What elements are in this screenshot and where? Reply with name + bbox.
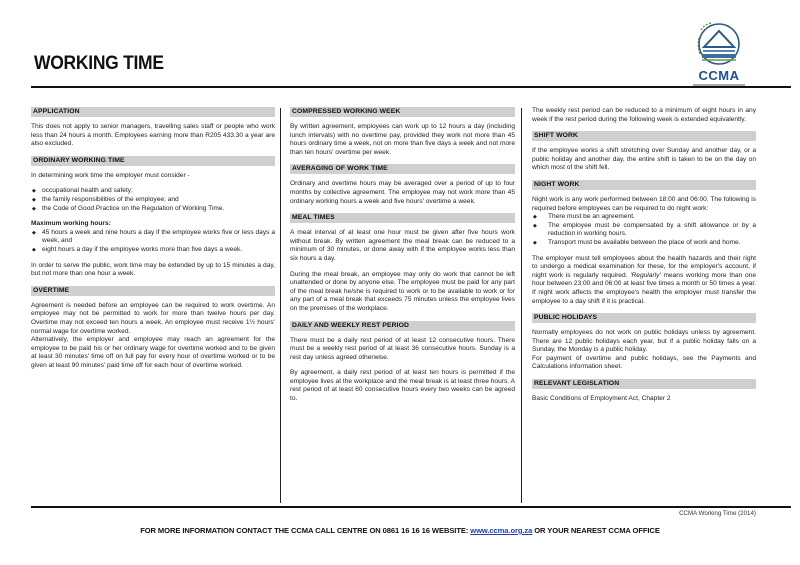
- section-heading: MEAL TIMES: [290, 213, 515, 223]
- section-text: During the meal break, an employee may only do work that cannot be left unattended or done by anyone else. The employee must be paid for any part of the meal break he/she is required to work or to be available to work or for any part of a meal break that exceeds 75 minutes unless the employee lives on the premises of the workplace.: [290, 270, 515, 312]
- document-reference: CCMA Working Time (2014): [679, 510, 756, 517]
- section-text: Ordinary and overtime hours may be averaged over a period of up to four months by collective agreement. The employee may not work more than 45 ordinary working hours a week and five hours' overtime a week.: [290, 180, 515, 205]
- ccma-emblem-icon: [691, 20, 747, 70]
- list-item: ◆ the Code of Good Practice on the Regulation of Working Time.: [31, 205, 275, 214]
- section-text: By written agreement, employees can work up to 12 hours a day (including lunch intervals) with no overtime pay, provided they work not more than 45 hours ordinary time a week, not on more than five days a week and not more than ten hours' overtime per week.: [290, 123, 515, 156]
- page-title: WORKING TIME: [34, 53, 164, 74]
- section-text: Alternatively, the employer and employee may reach an agreement for the employee to be paid his or her ordinary wage for overtime worked and to be given at least 30 minutes' time off on full pay for every hour of overtime worked or to be given at least 90 minutes' paid time off for each hour of overtime worked.: [31, 336, 275, 369]
- section-text: There must be a daily rest period of at least 12 consecutive hours. There must be a weekly rest period of at least 36 consecutive hours. Sunday is a rest day unless agreed otherwise.: [290, 336, 515, 361]
- list-item: ◆ eight hours a day if the employee works more than five days a week.: [31, 246, 275, 255]
- subheading-maximum-hours: Maximum working hours:: [31, 220, 111, 228]
- contact-suffix: OR YOUR NEAREST CCMA OFFICE: [532, 526, 660, 535]
- section-text: The weekly rest period can be reduced to a minimum of eight hours in any week if the rest period during the following week is extended equivalently.: [532, 107, 756, 123]
- list-item: ◆ The employee must be compensated by a shift allowance or by a reduction in working hours.: [532, 222, 756, 239]
- section-text: Agreement is needed before an employee can be required to work overtime. An employee may not be permitted to work for more than twelve hours per day. Overtime may not exceed ten hours a week. An employee must receive 1½ hours' normal wage for overtime worked.: [31, 301, 275, 335]
- section-text: Basic Conditions of Employment Act, Chapter 2: [532, 395, 671, 403]
- section-rest-period: [290, 321, 515, 404]
- section-heading: OVERTIME: [31, 286, 275, 296]
- section-text: Normally employees do not work on public holidays unless by agreement. There are 12 public holidays each year, but if a public holiday falls on a Sunday, the Monday is a public holiday.: [532, 329, 756, 354]
- list-item: ◆ occupational health and safety;: [31, 187, 275, 196]
- logo-text: CCMA: [698, 68, 740, 83]
- section-compressed-working-week: [290, 107, 515, 157]
- list-item: ◆ 45 hours a week and nine hours a day if the employee works five or less days a week, and: [31, 229, 275, 246]
- footer-rule: [31, 506, 791, 508]
- list-item: ◆ the family responsibilities of the employee; and: [31, 196, 275, 205]
- column-divider: [521, 108, 522, 503]
- section-heading: RELEVANT LEGISLATION: [532, 379, 756, 389]
- section-text: By agreement, a daily rest period of at least ten hours is permitted if the employee lives at the workplace and the meal break is at least three hours. A rest period of at least 60 consecutive hours every two weeks can be agreed to.: [290, 369, 515, 403]
- section-averaging-work-time: [290, 164, 515, 206]
- section-text: In order to serve the public, work time may be extended by up to 15 minutes a day, but not more than one hour a week.: [31, 261, 275, 278]
- contact-line: [0, 526, 800, 535]
- column-1: [31, 107, 275, 377]
- section-text: In determining work time the employer must consider -: [31, 171, 190, 179]
- section-night-work: [532, 180, 756, 306]
- section-heading: PUBLIC HOLIDAYS: [532, 313, 756, 323]
- section-text: [532, 255, 756, 307]
- section-text: A meal interval of at least one hour must be given after five hours work without break. By written agreement the meal break can be reduced to a minimum of 30 minutes, or done away with if the employee works less than six hours a day.: [290, 229, 515, 262]
- section-heading: NIGHT WORK: [532, 180, 756, 190]
- column-divider: [280, 108, 281, 503]
- column-3: [532, 107, 756, 411]
- section-meal-times: [290, 213, 515, 313]
- considerations-list: [31, 187, 275, 213]
- text-part: means working more than one hour between 23:00 and 06:00 at least five times a month or 50 times a year. If night work affects the employee's health the employer must transfer the employee to a day shift if it is practical.: [532, 271, 757, 305]
- section-ordinary-working-time: [31, 156, 275, 279]
- section-heading: COMPRESSED WORKING WEEK: [290, 107, 515, 117]
- section-text: If the employee works a shift stretching over Sunday and another day, or a public holiday and another day, the entire shift is taken to be on the day on which most of the shift fell.: [532, 147, 756, 172]
- text-part: The employer must tell employees about the health hazards and their right to undergo a medical examination for these, for the employer's account, if night work is regularly required.: [532, 254, 756, 279]
- header-rule: [31, 86, 791, 88]
- section-relevant-legislation: [532, 379, 756, 404]
- contact-prefix: FOR MORE INFORMATION CONTACT THE CCMA CALL CENTRE ON 0861 16 16 16 WEBSITE:: [140, 526, 471, 535]
- section-heading: SHIFT WORK: [532, 131, 756, 141]
- night-work-requirements: [532, 213, 756, 247]
- website-link[interactable]: www.ccma.org.za: [470, 526, 533, 535]
- section-text: Night work is any work performed between 18:00 and 06:00. The following is required before employees can be required to do night work:: [532, 195, 756, 212]
- section-text: This does not apply to senior managers, travelling sales staff or people who work less than 24 hours a month. Employees earning more than R205 433.30 a year are also excluded.: [31, 123, 275, 148]
- section-heading: AVERAGING OF WORK TIME: [290, 164, 515, 174]
- section-heading: APPLICATION: [31, 107, 275, 117]
- section-overtime: [31, 286, 275, 371]
- section-application: [31, 107, 275, 149]
- column-2: [290, 107, 515, 411]
- section-heading: DAILY AND WEEKLY REST PERIOD: [290, 321, 515, 331]
- list-item: ◆ There must be an agreement.: [532, 213, 756, 222]
- italic-term: 'Regularly': [630, 271, 661, 279]
- max-hours-list: [31, 229, 275, 255]
- list-item: ◆ Transport must be available between the place of work and home.: [532, 239, 756, 248]
- section-text: For payment of overtime and public holidays, see the Payments and Calculations information sheet.: [532, 354, 756, 371]
- section-heading: ORDINARY WORKING TIME: [31, 156, 275, 166]
- section-public-holidays: [532, 313, 756, 372]
- section-shift-work: [532, 131, 756, 173]
- ccma-logo: [683, 20, 755, 90]
